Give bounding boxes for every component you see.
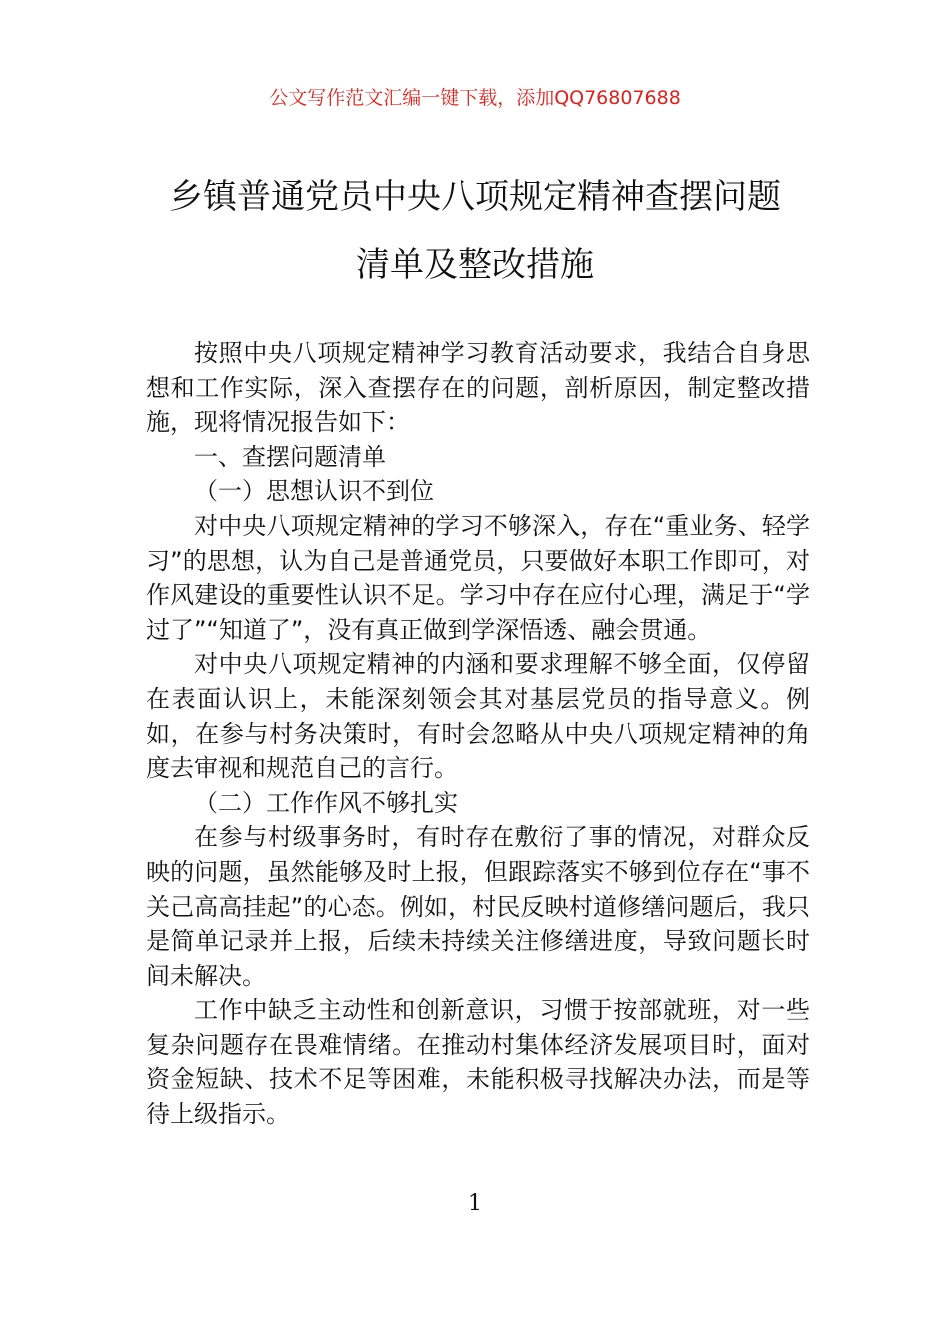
page-number: 1 — [468, 1191, 482, 1216]
document-body — [146, 336, 810, 1132]
document-title-line-1: 乡镇普通党员中央八项规定精神查摆问题 — [169, 177, 781, 217]
download-notice: 公文写作范文汇编一键下载，添加QQ76807688 — [269, 87, 681, 109]
body-paragraph: 对中央八项规定精神的内涵和要求理解不够全面，仅停留在表面认识上，未能深刻领会其对基层党员的指导意义。例如，在参与村务决策时，有时会忽略从中央八项规定精神的角度去审视和规范自己的言行。 — [146, 650, 810, 783]
subsection-heading-1: （一）思想认识不到位 — [194, 477, 434, 506]
body-paragraph: 对中央八项规定精神的学习不够深入，存在“重业务、轻学习”的思想，认为自己是普通党员，只要做好本职工作即可，对作风建设的重要性认识不足。学习中存在应付心理，满足于“学过了”“知道了”，没有真正做到学深悟透、融会贯通。 — [146, 511, 810, 644]
body-paragraph: 在参与村级事务时，有时存在敷衍了事的情况，对群众反映的问题，虽然能够及时上报，但跟踪落实不够到位存在“事不关己高高挂起”的心态。例如，村民反映村道修缮问题后，我只是简单记录并上报，后续未持续关注修缮进度，导致问题长时间未解决。 — [146, 823, 810, 990]
section-heading-1: 一、查摆问题清单 — [194, 442, 386, 471]
document-title-line-2: 清单及整改措施 — [356, 245, 594, 285]
intro-paragraph: 按照中央八项规定精神学习教育活动要求，我结合自身思想和工作实际，深入查摆存在的问题，剖析原因，制定整改措施，现将情况报告如下： — [146, 339, 810, 437]
subsection-heading-2: （二）工作作风不够扎实 — [194, 788, 458, 817]
body-paragraph: 工作中缺乏主动性和创新意识，习惯于按部就班，对一些复杂问题存在畏难情绪。在推动村集体经济发展项目时，面对资金短缺、技术不足等困难，未能积极寻找解决办法，而是等待上级指示。 — [146, 996, 810, 1129]
